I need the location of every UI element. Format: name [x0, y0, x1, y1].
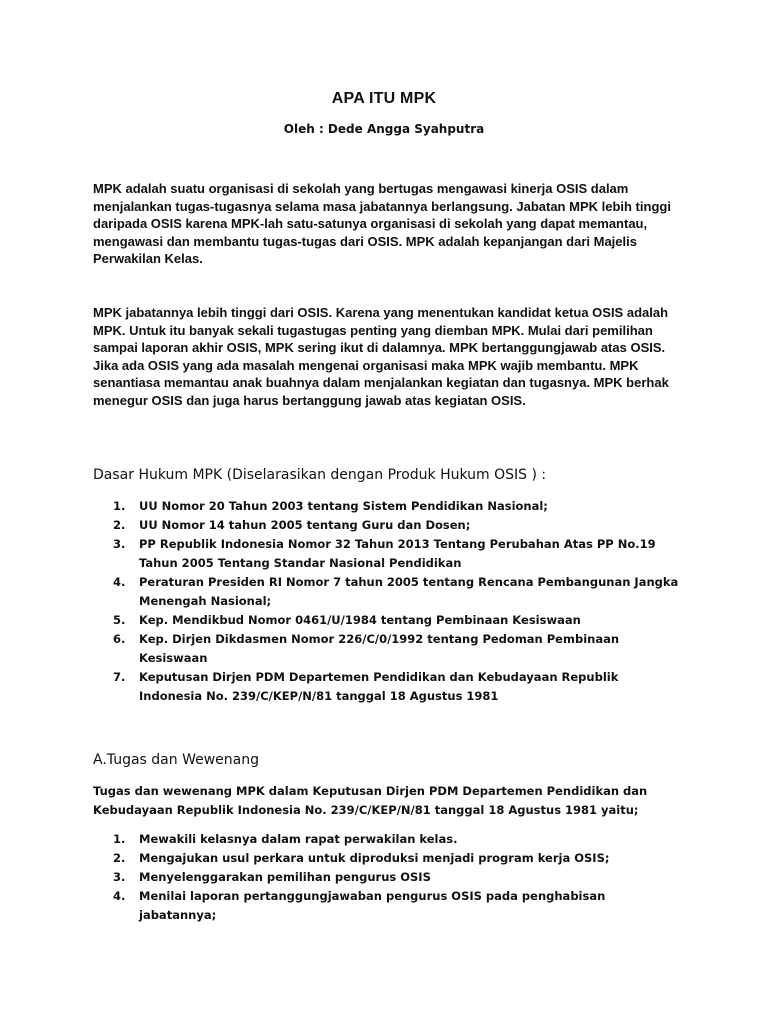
list-item: [93, 611, 683, 630]
tugas-wewenang-list: [93, 830, 683, 925]
list-item-text: Kep. Dirjen Dikdasmen Nomor 226/C/0/1992 tentang Pedoman Pembinaan Kesiswaan: [139, 632, 620, 665]
list-item-text: Menilai laporan pertanggungjawaban pengurus OSIS pada penghabisan jabatannya;: [139, 889, 606, 922]
list-number: 3.: [113, 537, 126, 551]
list-item: [93, 497, 683, 516]
list-item: [93, 668, 683, 706]
list-number: 4.: [113, 575, 126, 589]
list-item-text: Menyelenggarakan pemilihan pengurus OSIS: [139, 870, 431, 884]
list-item: [93, 516, 683, 535]
list-item: [93, 887, 683, 925]
document-title: APA ITU MPK: [331, 90, 437, 107]
list-number: 1.: [113, 499, 126, 513]
list-item: [93, 630, 683, 668]
list-item-text: Peraturan Presiden RI Nomor 7 tahun 2005 tentang Rencana Pembangunan Jangka Menengah Nasional;: [139, 575, 679, 608]
list-item: [93, 535, 683, 573]
dasar-hukum-list: [93, 497, 683, 706]
list-item-text: Keputusan Dirjen PDM Departemen Pendidikan dan Kebudayaan Republik Indonesia No. 239/C/KEP/N/81 tanggal 18 Agustus 1981: [139, 670, 619, 703]
list-item-text: PP Republik Indonesia Nomor 32 Tahun 2013 Tentang Perubahan Atas PP No.19 Tahun 2005 Tentang Standar Nasional Pendidikan: [139, 537, 656, 570]
list-number: 7.: [113, 670, 126, 684]
list-item: [93, 573, 683, 611]
list-item-text: Mengajukan usul perkara untuk diproduksi menjadi program kerja OSIS;: [139, 851, 610, 865]
list-number: 6.: [113, 632, 126, 646]
intro-paragraph-1: MPK adalah suatu organisasi di sekolah yang bertugas mengawasi kinerja OSIS dalam menjalankan tugas-tugasnya selama masa jabatannya berlangsung. Jabatan MPK lebih tinggi daripada OSIS karena MPK-lah satu-satunya organisasi di sekolah yang dapat memantau, mengawasi dan membantu tugas-tugas dari OSIS. MPK adalah kepanjangan dari Majelis Perwakilan Kelas.: [93, 181, 671, 266]
list-item: [93, 868, 683, 887]
list-number: 2.: [113, 851, 126, 865]
list-number: 4.: [113, 889, 126, 903]
list-number: 1.: [113, 832, 126, 846]
list-number: 5.: [113, 613, 126, 627]
list-item: [93, 849, 683, 868]
section-heading-dasar-hukum: Dasar Hukum MPK (Diselarasikan dengan Produk Hukum OSIS ) :: [93, 467, 547, 483]
list-item-text: Kep. Mendikbud Nomor 0461/U/1984 tentang Pembinaan Kesiswaan: [139, 613, 581, 627]
document-author: Oleh : Dede Angga Syahputra: [283, 122, 485, 136]
intro-paragraph-2: MPK jabatannya lebih tinggi dari OSIS. Karena yang menentukan kandidat ketua OSIS adalah MPK. Untuk itu banyak sekali tugastugas penting yang diemban MPK. Mulai dari pemilihan sampai laporan akhir OSIS, MPK sering ikut di dalamnya. MPK bertanggungjawab atas OSIS. Jika ada OSIS yang ada masalah mengenai organisasi maka MPK wajib membantu. MPK senantiasa memantau anak buahnya dalam menjalankan kegiatan dan tugasnya. MPK berhak menegur OSIS dan juga harus bertanggung jawab atas kegiatan OSIS.: [93, 305, 669, 408]
list-item-text: Mewakili kelasnya dalam rapat perwakilan kelas.: [139, 832, 458, 846]
tugas-intro-text: Tugas dan wewenang MPK dalam Keputusan Dirjen PDM Departemen Pendidikan dan Kebudayaan Republik Indonesia No. 239/C/KEP/N/81 tanggal 18 Agustus 1981 yaitu;: [93, 784, 648, 817]
list-item-text: UU Nomor 20 Tahun 2003 tentang Sistem Pendidikan Nasional;: [139, 499, 548, 513]
list-number: 2.: [113, 518, 126, 532]
list-item-text: UU Nomor 14 tahun 2005 tentang Guru dan Dosen;: [139, 518, 471, 532]
section-heading-tugas-wewenang: A.Tugas dan Wewenang: [93, 752, 259, 768]
list-number: 3.: [113, 870, 126, 884]
list-item: [93, 830, 683, 849]
